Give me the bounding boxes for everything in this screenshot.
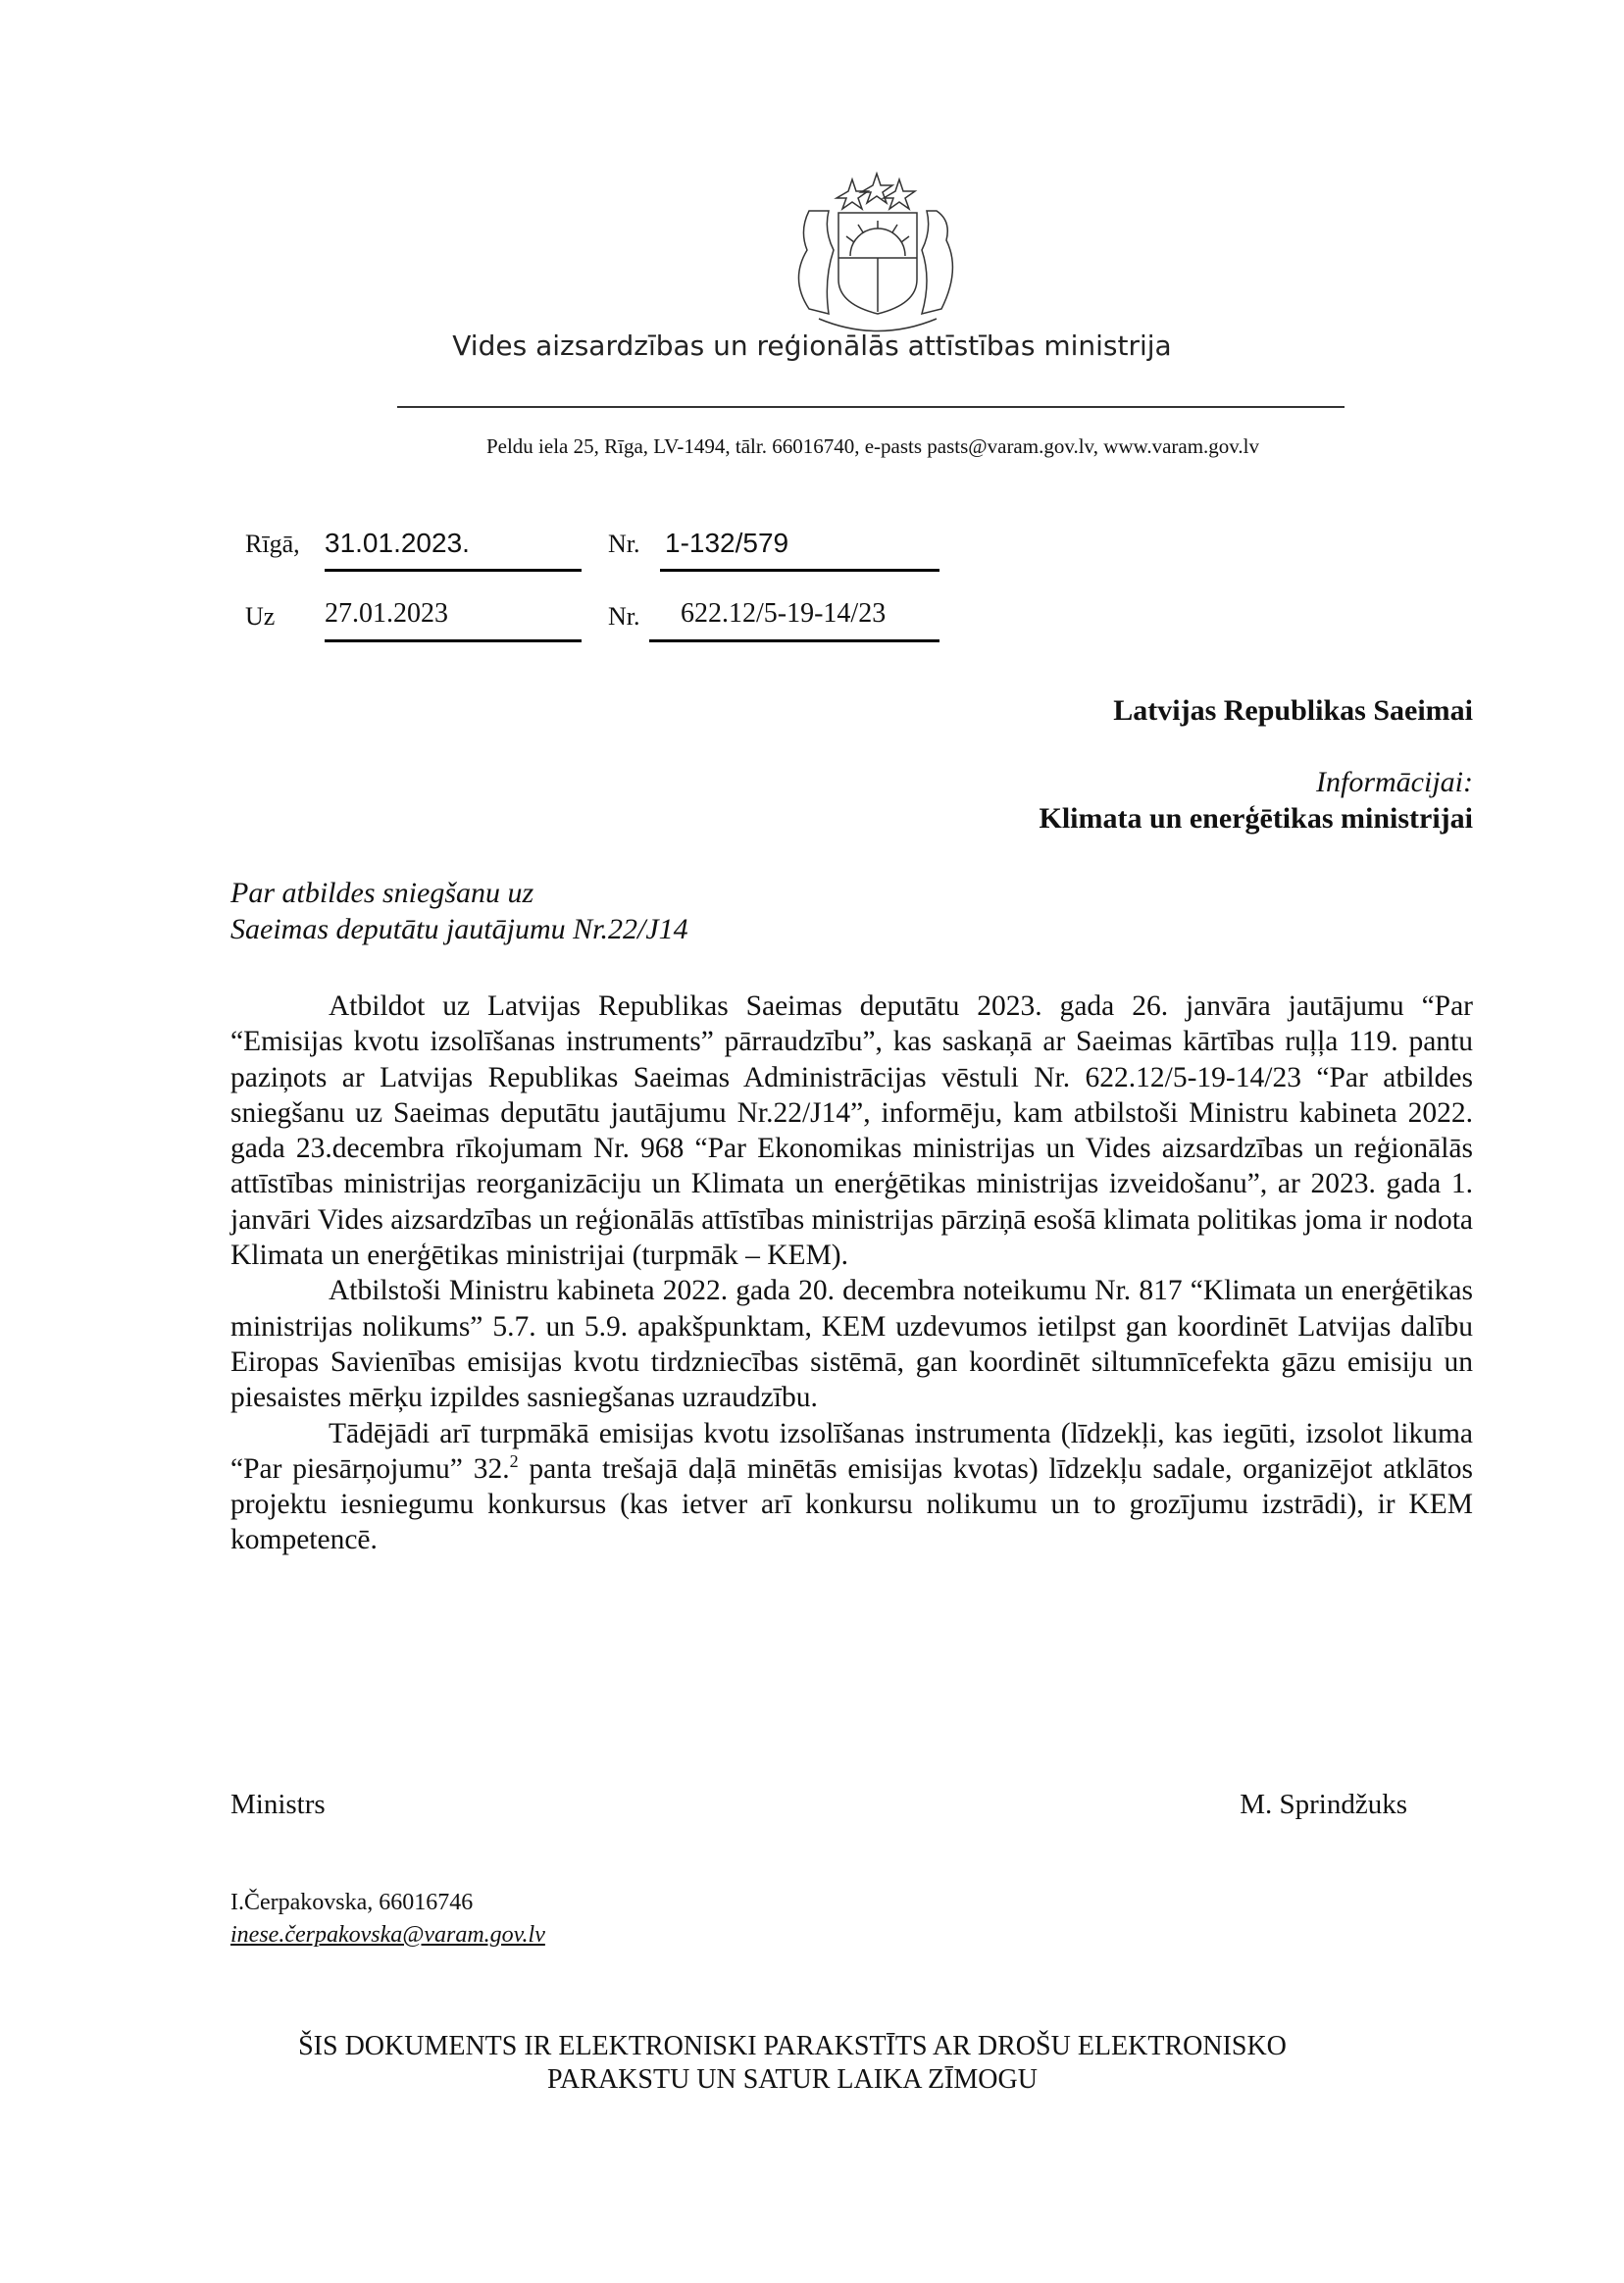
paragraph-2: Atbilstoši Ministru kabineta 2022. gada 20. decembra noteikumu Nr. 817 “Klimata un enerģētikas ministrijas nolikums” 5.7. un 5.9. apakšpunktam, KEM uzdevumos ietilpst gan koordinēt Latvijas dalību Eiropas Savienības emisijas kvotu tirdzniecības sistēmā, gan koordinēt siltumnīcefekta gāzu emisiju un piesaistes mērķu izpildes sasniegšanas uzraudzību.: [230, 1275, 1473, 1414]
reference-label: Uz: [245, 602, 276, 631]
date-underline: [325, 569, 582, 572]
ref-number-label: Nr.: [608, 602, 640, 631]
place-label: Rīgā,: [245, 530, 300, 558]
subject-line-1: Par atbildes sniegšanu uz: [230, 877, 534, 909]
letter-body: [230, 989, 1473, 1558]
notice-line-1: ŠIS DOKUMENTS IR ELEKTRONISKI PARAKSTĪTS AR DROŠU ELEKTRONISKO: [298, 2031, 1287, 2061]
contact-name-phone: I.Čerpakovska, 66016746: [230, 1890, 474, 1915]
number-underline: [660, 569, 939, 572]
paragraph-3-part-b: panta trešajā daļā minētās emisijas kvotas) līdzekļu sadale, organizējot atklātos projektu iesniegumu konkursus (kas ietver arī konkursu nolikumu un to grozījumu izstrādi), ir KEM kompetencē.: [230, 1452, 1474, 1556]
reference-date: 27.01.2023: [325, 598, 448, 629]
paragraph-3: [230, 1416, 1473, 1558]
ref-number-underline: [649, 639, 939, 642]
reference-number: 622.12/5-19-14/23: [681, 598, 887, 629]
subject: [230, 875, 688, 947]
contact-email-link[interactable]: inese.čerpakovska@varam.gov.lv: [230, 1922, 545, 1948]
subject-line-2: Saeimas deputātu jautājumu Nr.22/J14: [230, 913, 688, 945]
ref-date-underline: [325, 639, 582, 642]
addressee-info: Klimata un enerģētikas ministrijai: [1039, 802, 1473, 835]
info-label: Informācijai:: [1316, 766, 1473, 798]
header-divider: [397, 406, 1345, 408]
number-label: Nr.: [608, 530, 640, 558]
e-signature-notice: [0, 2030, 1585, 2097]
document-date: 31.01.2023.: [325, 528, 470, 558]
superscript: 2: [509, 1451, 519, 1472]
addressee-main: Latvijas Republikas Saeimai: [1113, 694, 1473, 727]
signatory-title: Ministrs: [230, 1789, 326, 1820]
paragraph-1: Atbildot uz Latvijas Republikas Saeimas deputātu 2023. gada 26. janvāra jautājumu “Par “Emisijas kvotu izsolīšanas instruments” pārraudzību”, kas saskaņā ar Saeimas kārtības ruļļa 119. pantu paziņots ar Latvijas Republikas Saeimas Administrācijas vēstuli Nr. 622.12/5-19-14/23 “Par atbildes sniegšanu uz Saeimas deputātu jautājumu Nr.22/J14”, informēju, kam atbilstoši Ministru kabineta 2022. gada 23.decembra rīkojumam Nr. 968 “Par Ekonomikas ministrijas un Vides aizsardzības un reģionālās attīstības ministrijas reorganizāciju un Klimata un enerģētikas ministrijas izveidošanu”, ar 2023. gada 1. janvāri Vides aizsardzības un reģionālās attīstības ministrijas pārziņā esošā klimata politikas joma ir nodota Klimata un enerģētikas ministrijai (turpmāk – KEM).: [230, 990, 1473, 1272]
document-number: 1-132/579: [665, 528, 789, 558]
notice-line-2: PARAKSTU UN SATUR LAIKA ZĪMOGU: [547, 2064, 1038, 2095]
ministry-address: Peldu iela 25, Rīga, LV-1494, tālr. 66016740, e-pasts pasts@varam.gov.lv, www.varam.gov.lv: [485, 434, 1260, 458]
ministry-name: Vides aizsardzības un reģionālās attīstības ministrija: [452, 330, 1172, 362]
signatory-name: M. Sprindžuks: [1240, 1789, 1407, 1820]
latvia-coat-of-arms-icon: [770, 172, 976, 333]
paragraph-3-part-a: Tādējādi arī turpmākā emisijas kvotu izsolīšanas instrumenta (līdzekļi, kas iegūti, izsolot likuma “Par piesārņojumu” 32.: [230, 1417, 1473, 1485]
